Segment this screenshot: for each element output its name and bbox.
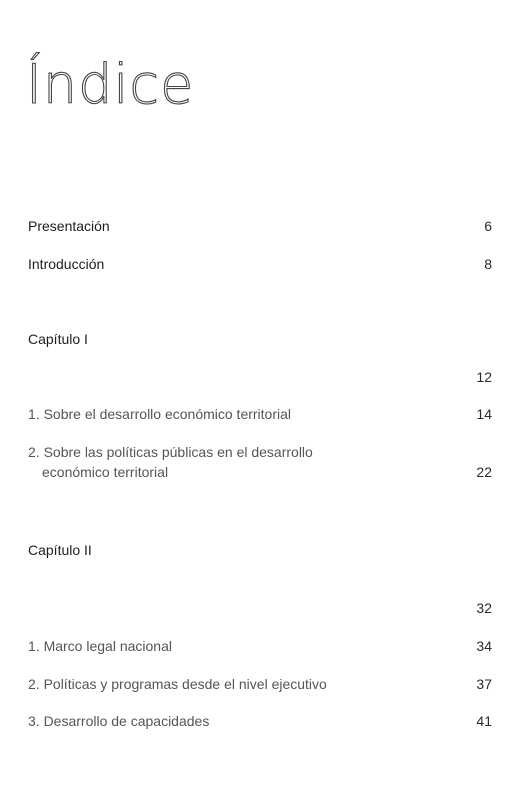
toc-entry-label: 1. Marco legal nacional [28, 638, 172, 654]
toc-entry-label-line1: 2. Sobre las políticas públicas en el desarrollo [28, 444, 313, 460]
chapter-heading-1[interactable]: Capítulo I [28, 331, 88, 347]
toc-entry-label: 3. Desarrollo de capacidades [28, 713, 210, 729]
toc-entry-page: 22 [476, 464, 492, 480]
toc-entry-label: 1. Sobre el desarrollo económico territorial [28, 406, 292, 422]
toc-entry-page: 37 [476, 676, 492, 692]
toc-entry-label: Presentación [28, 218, 110, 234]
toc-entry-page: 12 [476, 369, 492, 385]
toc-entry-page: 41 [476, 713, 492, 729]
page-title: Índice [26, 53, 195, 116]
toc-entry-page: 32 [476, 600, 492, 616]
toc-entry-label: 2. Políticas y programas desde el nivel ejecutivo [28, 676, 327, 692]
toc-entry-label-line2: económico territorial [42, 464, 169, 480]
toc-entry-label: Introducción [28, 256, 105, 272]
toc-entry-page: 6 [484, 218, 492, 234]
chapter-heading-2[interactable]: Capítulo II [28, 542, 92, 558]
toc-entry-1-2[interactable] [28, 442, 492, 482]
toc-entry-page: 8 [484, 256, 492, 272]
toc-entry-page: 34 [476, 638, 492, 654]
toc-entry-page: 14 [476, 406, 492, 422]
